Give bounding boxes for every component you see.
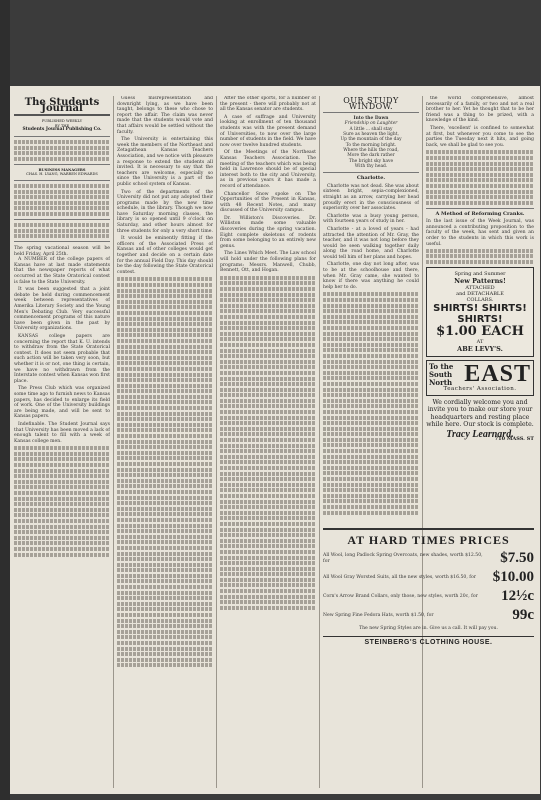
paragraph: It would be eminently fitting if the officers of the Associated Press of Kansas and of other colleges would get together and decide on a certain date for the annual Field Day. This day should be the day following the State Oratorical contest. xyxy=(117,236,213,275)
story-title: Charlotte. xyxy=(356,175,386,182)
masthead-by: BY THE xyxy=(54,123,70,128)
ad-shirts: SHIRTS! xyxy=(457,314,503,326)
divider xyxy=(14,180,110,181)
ad-headline: New Patterns! xyxy=(454,277,506,286)
ad-line: South xyxy=(429,370,453,380)
divider xyxy=(14,164,110,165)
poem-line: Where the hills the road, xyxy=(343,147,399,153)
poem-line: The bright sky have xyxy=(348,158,394,164)
tracy-learnard-name: Tracy Learnard. xyxy=(446,428,514,440)
paragraph: A NUMBER of the college papers of Kansas have at last made statements that the newspaper reports of what occurred at the State Oratorical contest is false to the State University. xyxy=(14,257,110,285)
column-1-body xyxy=(14,257,110,444)
paragraph: The Press Club which was organized some time ago to furnish news to Kansas papers, has decided to enlarge its field of work. One of the University buildings are being made, and will be sent to Kansas papers. xyxy=(14,386,110,420)
divider xyxy=(323,112,419,113)
abe-levy-advertisement xyxy=(426,267,534,357)
bulletin-heading: A Method of Reforming Cranks. xyxy=(435,210,525,217)
divider xyxy=(426,208,534,209)
column-rule xyxy=(113,96,114,788)
ad-price: $1.00 EACH xyxy=(436,324,524,340)
column-rule xyxy=(319,96,320,788)
paragraph: Of the Meetings of the Northeast Kansas Teachers Association. The meeting of the teachers which was being held in Lawrence should be of special interest both to the city and University, as in previous years it has made a record of attendance. xyxy=(220,150,316,189)
divider xyxy=(14,241,110,242)
poem-attribution: Friendship on Laughter xyxy=(344,121,398,127)
ad-line: ATTACHED xyxy=(465,285,495,292)
paragraph: There, 'excellent' is confined to somewhat at first, but whenever you come to see the parties the Tuesday next it hits, and going back, we shall be glad to see you. xyxy=(426,125,534,148)
paragraph: Indefinable. The Student Journal says that University has been moved a lack of enough talent to fill with a week of Kansas college men. xyxy=(14,421,110,444)
binding-edge xyxy=(0,0,10,800)
study-window-title: OUR STUDY WINDOW. xyxy=(343,96,399,111)
masthead-title: The Students Journal xyxy=(24,97,100,114)
item-description: New Spring Fine Fedora Hats, worth $1.50, for xyxy=(323,612,434,618)
masthead-subtitle: PUBLISHED WEEKLY xyxy=(41,119,83,124)
hard-times-note: The new Spring Styles are in. Give us a call. It will pay you. xyxy=(359,626,498,631)
ad-line: North xyxy=(429,378,453,388)
poem-line: A little ... shall stay xyxy=(349,126,393,132)
business-heading: BUSINESS MANAGERS xyxy=(38,167,86,172)
east-left-block xyxy=(429,363,464,387)
divider xyxy=(14,114,110,116)
column-rule xyxy=(216,96,217,788)
east-headline: EAST xyxy=(464,361,531,388)
poem-line: Sure as heaven the light, xyxy=(343,132,399,138)
ad-line: and DETACHABLE xyxy=(456,291,504,298)
column-3-body xyxy=(220,96,316,274)
business-names: CHAS. H. LYANG, WARREN EDWARDS xyxy=(26,172,98,177)
east-advertisement xyxy=(426,360,534,396)
item-price: 12½c xyxy=(501,588,534,604)
paragraph: After the other sports, for a number of the present - there will probably not at all the Kansas senator are students. xyxy=(220,96,316,113)
price-row xyxy=(323,607,534,624)
item-price: $7.50 xyxy=(500,550,534,566)
paragraph: Chancellor Snow spoke on The Opportunities of the Present in Kansas, with 48 Recent Notes, and many discussed of the University campus. xyxy=(220,191,316,214)
paragraph: KANSAS college papers are concerning the report that K. U. intends to withdraw from the State Oratorical contest. It does not seem probable that such action will be taken very soon, but whether it is or not, one thing is certain, we have no withdrawn from the Interstate contest when Kansas won first place. xyxy=(14,334,110,384)
paragraph: It was been suggested that a joint debate be held during commencement week between representatives of Amerika Literary Society and the Young Men's Debating Club. Very successful commencement programs of this nature have been given in the past by University organizations. xyxy=(14,287,110,332)
hard-times-advertisement xyxy=(323,528,534,705)
steinberg-footer: STEINBERG'S CLOTHING HOUSE. xyxy=(323,636,534,646)
paragraph: Charlotte, one day not long after, was to be at the schoolhouse and there, when Mr. Gray came, she wanted to know if there was anything he could help her to do. xyxy=(323,262,419,290)
item-price: 99c xyxy=(512,607,534,623)
poem-line: With thy head. xyxy=(354,163,388,169)
hard-times-title: AT HARD TIMES PRICES xyxy=(347,533,510,547)
ad-line: To the xyxy=(429,362,454,372)
price-row xyxy=(323,550,534,567)
poem-line: More the dark rather xyxy=(347,153,395,159)
ad-store: ABE LEVY'S. xyxy=(457,345,503,354)
paragraph: The University is entertaining this week the members of the Northeast and Zetagathean Kansas Teachers Association, and we notice with pleasure a response to extend the students all invited. It is necessary to say that the teachers are welcome, especially so since the University is a part of the public school system of Kansas. xyxy=(117,137,213,187)
paragraph: Charlotte was not dead. She was about sixteen bright, sepia-complexioned, straight as an arrow, carrying her head proudly erect in the consciousness of superiority over her associates. xyxy=(323,183,419,212)
ad-line: Spring and Summer xyxy=(454,271,506,278)
item-price: $10.00 xyxy=(492,569,534,585)
paragraph: A case of suffrage and University looking at enrollment of ten thousand students was with the present demand of Universities, to now over the large number of students in the field. We have now over twelve hundred students. xyxy=(220,114,316,148)
vacation-notice: The spring vacational season will be held Friday, April 25th. xyxy=(14,246,110,257)
masthead-publisher: Students Journal Publishing Co. xyxy=(22,127,102,133)
poem-title: Into the Dawn xyxy=(353,116,389,122)
ad-shirts: SHIRTS! SHIRTS! xyxy=(433,303,527,315)
newspaper-sheet xyxy=(10,86,540,794)
column-1 xyxy=(14,96,110,788)
tracy-address: 710 MASS. ST xyxy=(494,436,534,443)
column-5-body xyxy=(426,96,534,148)
paragraph: The Lines Which Meet. The Law school will hold under the following plans for programs: Messrs. Manwell, Chubb, Bennett, Ott, and Hogan. xyxy=(220,251,316,274)
poem-line: Up the mountain of the day xyxy=(340,137,402,143)
story-body xyxy=(323,184,419,291)
column-3 xyxy=(220,96,316,788)
paragraph: Charlotte was a busy young person, with fourteen years of study in her. xyxy=(323,213,419,225)
price-row xyxy=(323,588,534,605)
item-description: All Wool Gray Worsted Suits, all the new styles, worth $16.50, for xyxy=(323,574,476,580)
east-subtitle: Teachers' Association. xyxy=(443,386,517,393)
ad-line: AT xyxy=(476,339,484,346)
paragraph: the world comprehensive, almost necessarily of a family, or two and not a real brother to her. Yet he thought that to be her friend was a thing to be prized, with a knowledge of the kind. xyxy=(426,96,534,124)
divider xyxy=(14,136,110,137)
paragraph: Two of the departments of the University did not put any adopted their programs made by the new time schedule, in the library. Though we now have Saturday morning classes, the library is so opened until 9 o'clock on Saturday, and other hours almost for three students for only a very short time. xyxy=(117,189,213,234)
bulletin-text: In the last issue of the Week Journal, was announced a contributing proposition to the faculty of the week, has sent and given an order to the students in which this work is useful. xyxy=(426,219,534,247)
poem-line: To the morning bright. xyxy=(345,142,397,148)
divider xyxy=(14,219,110,220)
ad-line: COLLARS. xyxy=(466,297,494,304)
price-row xyxy=(323,569,534,586)
divider xyxy=(323,172,419,173)
welcome-text: We cordially welcome you and invite you to make our store your headquarters and resting place while here. Our stock is complete. xyxy=(426,398,534,429)
column-2 xyxy=(117,96,213,788)
paragraph: Charlotte - at a loved of years - had attracted the attention of Mr. Gray, the teacher, and it was not long before they would be seen walking together daily along the road home, and Charlotte would tell him of her plans and hopes. xyxy=(323,226,419,260)
column-2-body xyxy=(117,96,213,275)
item-description: Corn's Arrow Brand Collars, only those, new styles, worth 20c, for xyxy=(323,593,478,599)
item-description: All Wool, long Padlock Spring Overcoats, new shades, worth $12.50, for xyxy=(323,552,483,564)
paragraph: Dr. Williston's Discoveries. Dr. Williston made some valuable discoveries during the spring vacation. Eight complete skeletons of rodents from some belonging to an entirely new genus. xyxy=(220,215,316,249)
paragraph: Guess misrepresentation and downright lying, as we have been taught, belongs to these who chose to report the affair. The claim was never made that the students would vote and that affairs would be settled without the faculty. xyxy=(117,96,213,135)
